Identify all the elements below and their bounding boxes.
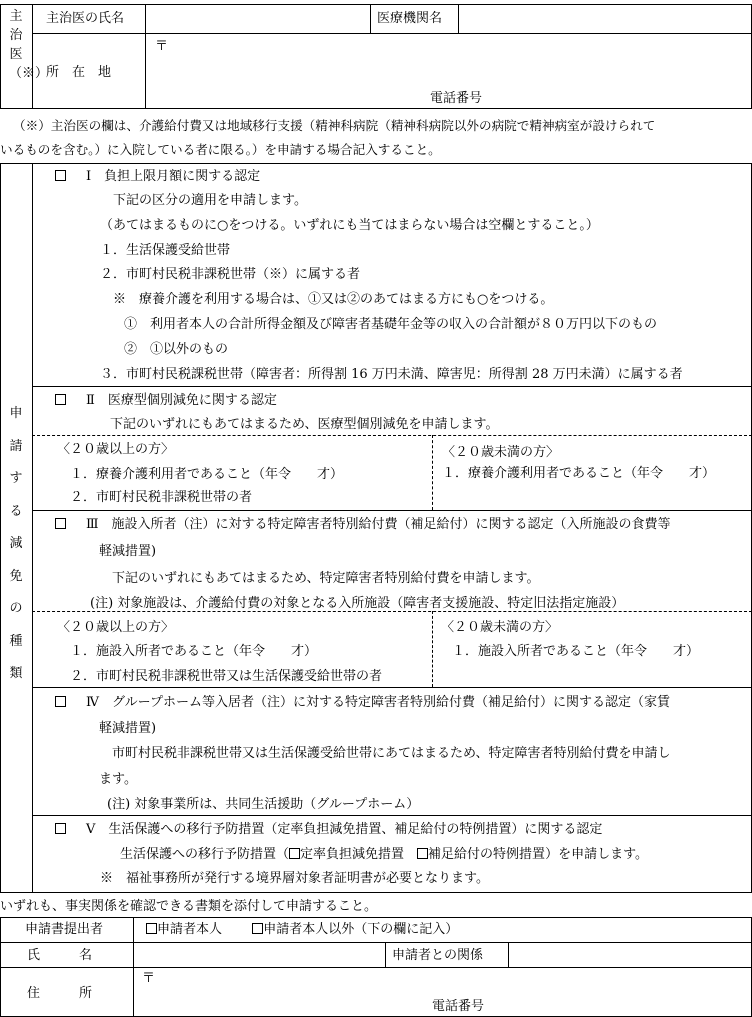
section4-body-line1: 市町村民税非課税世帯又は生活保護受給世帯にあてはまるため、特定障害者特別給付費を申請し (112, 746, 671, 761)
section4-title-line2: 軽減措置) (99, 721, 157, 736)
doctor-name-label: 主治医の氏名 (46, 11, 125, 26)
section4-body-line2: ます。 (99, 772, 137, 787)
submitter-phone-label: 電話番号 (432, 999, 485, 1014)
submitter-relation-label: 申請者との関係 (392, 948, 484, 963)
submitter-name-label: 氏 名 (27, 948, 93, 963)
submitter-self-label: 申請者本人 (157, 922, 223, 937)
section5-body-prefix: 生活保護への移行予防措置（ (120, 847, 290, 862)
section3-checkbox[interactable] (55, 518, 66, 531)
section5-opt2-label: 補足給付の特例措置 (428, 847, 546, 862)
section3-adult-item1: １．施設入所者であること（年令 才） (70, 644, 318, 659)
section1-item1: １．生活保護受給世帯 (100, 243, 231, 258)
section2-child-item1: １．療養介護利用者であること（年令 才） (442, 466, 716, 481)
doctor-note-line2: いるものを含む。）に入院している者に限る。）を申請する場合記入すること。 (0, 142, 441, 157)
section3-title-line1: Ⅲ 施設入所者（注）に対する特定障害者特別給付費（補足給付）に関する認定（入所施設の食費等 (86, 517, 671, 532)
section1-sub2: ② ①以外のもの (124, 342, 229, 357)
section5-opt2-checkbox[interactable] (417, 848, 428, 859)
submitter-relation-field[interactable] (509, 943, 750, 966)
section1-checkbox[interactable] (55, 170, 66, 183)
submitter-options (146, 923, 458, 936)
submitter-self-checkbox[interactable] (146, 923, 157, 934)
section2-checkbox[interactable] (55, 394, 66, 407)
doctor-postal-mark: 〒 (155, 39, 169, 54)
section2-adult-header: 〈２０歳以上の方〉 (57, 442, 175, 457)
section5-body (120, 848, 648, 861)
section5-title: Ⅴ 生活保護への移行予防措置（定率負担減免措置、補足給付の特例措置）に関する認定 (86, 822, 603, 837)
doctor-address-label: 所 在 地 (46, 65, 112, 80)
doctor-section-label: 主治医（※） (9, 9, 49, 81)
section3-intro: 下記のいずれにもあてはまるため、特定障害者特別給付費を申請します。 (112, 571, 540, 586)
submitter-other-checkbox[interactable] (252, 923, 263, 934)
section2-adult-item1: １．療養介護利用者であること（年令 才） (70, 467, 344, 482)
section5-opt1-checkbox[interactable] (289, 848, 300, 859)
submitter-name-field[interactable] (134, 943, 384, 966)
institution-field[interactable] (459, 5, 750, 32)
section4-title-line1: Ⅳ グループホーム等入居者（注）に対する特定障害者特別給付費（補足給付）に関する認定（家賃 (86, 695, 670, 710)
submitter-label: 申請書提出者 (25, 922, 104, 937)
section3-adult-item2: ２．市町村民税非課税世帯又は生活保護受給世帯の者 (70, 669, 383, 684)
section2-adult-item2: ２．市町村民税非課税世帯の者 (70, 490, 253, 505)
section5-checkbox[interactable] (55, 823, 66, 836)
doctor-note-line1: （※）主治医の欄は、介護給付費又は地域移行支援（精神科病院（精神科病院以外の病院で精神病室が設けられて (13, 118, 656, 133)
section3-child-item1: １．施設入所者であること（年令 才） (452, 644, 700, 659)
section3-title-line2: 軽減措置) (99, 544, 157, 559)
submitter-address-label: 住 所 (27, 986, 93, 1001)
section1-note: （あてはまるものに○をつける。いずれにも当てはまらない場合は空欄とすること。） (100, 218, 599, 233)
doctor-phone-label: 電話番号 (430, 91, 483, 106)
section2-title: Ⅱ 医療型個別減免に関する認定 (86, 393, 277, 408)
doctor-name-field[interactable] (146, 5, 369, 32)
section1-item3: ３．市町村民税課税世帯（障害者：所得割 16 万円未満、障害児：所得割 28 万円未満）に属する者 (100, 367, 683, 382)
submitter-other-label: 申請者本人以外（下の欄に記入） (263, 922, 459, 937)
footer-note: いずれも、事実関係を確認できる書類を添付して申請すること。 (0, 899, 378, 914)
section3-note: (注) 対象施設は、介護給付費の対象となる入所施設（障害者支援施設、特定旧法指定施設） (90, 596, 625, 611)
section2-child-header: 〈２０歳未満の方〉 (442, 445, 560, 460)
section5-body-suffix: ）を申請します。 (545, 847, 649, 862)
section3-child-header: 〈２０歳未満の方〉 (441, 620, 559, 635)
section1-title: Ⅰ 負担上限月額に関する認定 (86, 169, 261, 184)
section1-item2: ２．市町村民税非課税世帯（※）に属する者 (100, 267, 361, 282)
reduction-type-label: 申請する減免の種類 (9, 406, 23, 681)
section5-note: ※ 福祉事務所が発行する境界層対象者証明書が必要となります。 (100, 871, 489, 886)
section3-adult-header: 〈２０歳以上の方〉 (57, 620, 175, 635)
institution-label: 医療機関名 (377, 11, 443, 26)
section5-opt1-label: 定率負担減免措置 (300, 847, 405, 862)
section1-item2-note: ※ 療養介護を利用する場合は、①又は②のあてはまる方にも○をつける。 (113, 292, 554, 307)
section4-checkbox[interactable] (55, 696, 66, 709)
section1-sub1: ① 利用者本人の合計所得金額及び障害者基礎年金等の収入の合計額が８０万円以下のもの (124, 317, 658, 332)
submitter-postal-mark: 〒 (142, 971, 156, 986)
section4-note: (注) 対象事業所は、共同生活援助（グループホーム） (107, 797, 420, 812)
section2-intro: 下記のいずれにもあてはまるため、医療型個別減免を申請します。 (110, 417, 499, 432)
section1-intro: 下記の区分の適用を申請します。 (113, 193, 307, 208)
